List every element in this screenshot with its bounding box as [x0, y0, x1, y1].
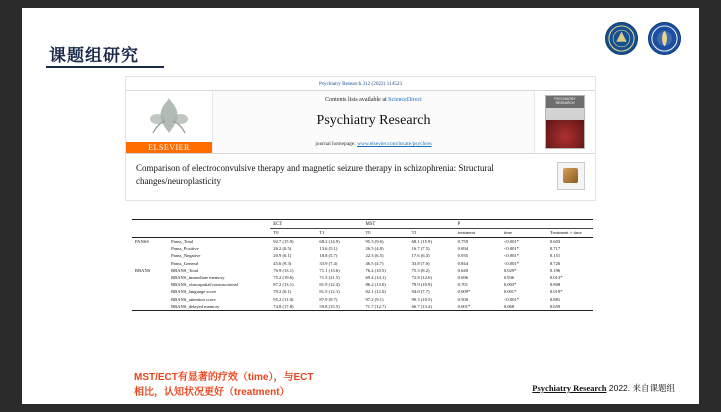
cell-mst-t0: 46.5 (4.7) [365, 260, 384, 266]
cell-p-time: <0.001* [503, 246, 519, 252]
journal-cover [534, 91, 595, 153]
cell-ect-t0: 75.2 (19.6) [273, 275, 294, 281]
cell-ect-t0: 92.7 (15.9) [273, 239, 294, 245]
cell-p-time: 0.068 [503, 303, 515, 309]
paper-citation: Psychiatry Research 312 (2022) 114523 [318, 81, 403, 87]
cell-mst-t1: 66.7 (13.4) [411, 303, 432, 309]
sub-header-p-time: time [501, 229, 547, 238]
page-title: 课题组研究 [49, 46, 139, 65]
conclusion-note-line1: MST/ECT有显著的疗效（time），与ECT [134, 372, 314, 383]
contents-prefix: Contents lists available at [325, 97, 387, 103]
cell-ect-t0: 76.9 (13.1) [273, 267, 294, 273]
group-header-mst: MST [362, 220, 454, 229]
cell-mst-t1: 90.3 (10.5) [411, 296, 432, 302]
cell-measure: RBANS_Total [171, 267, 199, 273]
contents-line [213, 97, 534, 103]
cell-p-treatment: 0.701 [457, 282, 469, 288]
cell-p-interaction: 0.726 [549, 260, 561, 266]
group-header-p: P [455, 220, 593, 229]
group-header-blank2 [168, 220, 270, 229]
cell-scale [132, 252, 168, 259]
homepage-link[interactable]: www.elsevier.com/locate/psychres [357, 141, 432, 147]
cell-p-interaction: 0.019* [549, 289, 563, 295]
cell-ect-t1: 13.6 (5.1) [319, 246, 338, 252]
cell-mst-t1: 17.6 (6.3) [411, 253, 430, 259]
cell-ect-t0: 87.2 (13.1) [273, 282, 294, 288]
cell-mst-t1: 33.8 (7.0) [411, 260, 430, 266]
table-row [132, 252, 593, 259]
cell-mst-t1: 68.1 (15.9) [411, 239, 432, 245]
seal-graphic-2 [651, 24, 678, 53]
journal-banner [126, 90, 595, 154]
sub-header-blank2 [168, 229, 270, 238]
cell-p-treatment: 0.694 [457, 246, 469, 252]
cell-ect-t1: 71.1 (13.6) [319, 267, 340, 273]
cell-ect-t1: 68.2 (14.9) [319, 239, 340, 245]
sub-header-ect-t1: T1 [316, 229, 362, 238]
cell-p-interaction: 0.603 [549, 239, 561, 245]
cell-p-treatment: 0.001* [457, 303, 471, 309]
publisher-label: ELSEVIER [126, 142, 212, 153]
cell-ect-t0: 26.2 (6.5) [273, 246, 292, 252]
cell-ect-t1: 81.5 (12.1) [319, 289, 340, 295]
cell-mst-t0: 76.2 (10.5) [365, 267, 386, 273]
cell-ect-t0: 20.9 (6.1) [273, 253, 292, 259]
cell-p-treatment: 0.696 [457, 275, 469, 281]
cell-mst-t1: 72.8 (12.6) [411, 275, 432, 281]
elsevier-tree-icon [143, 95, 195, 135]
cell-measure: RBANS_visuospatial/constructional [171, 282, 238, 288]
cell-p-treatment: 0.009* [457, 289, 471, 295]
table-row [132, 274, 593, 281]
cell-ect-t0: 79.2 (6.1) [273, 289, 292, 295]
sub-header-mst-t0: T0 [362, 229, 408, 238]
cell-measure: RBANS_attention score [171, 296, 216, 302]
table-sub-header-row [132, 229, 593, 238]
cover-artwork [546, 120, 584, 148]
table-row [132, 303, 593, 310]
cell-ect-t1: 71.5 (21.5) [319, 275, 340, 281]
cell-scale [132, 281, 168, 288]
cell-p-time: 0.029* [503, 267, 517, 273]
group-header-ect: ECT [270, 220, 362, 229]
cell-p-interaction: 0.717 [549, 246, 561, 252]
cell-ect-t1: 81.9 (12.4) [319, 282, 340, 288]
cell-scale [132, 288, 168, 295]
cell-ect-t0: 95.2 (11.0) [273, 296, 294, 302]
cell-mst-t0: 71.7 (12.7) [365, 303, 386, 309]
slide [22, 8, 699, 404]
cell-mst-t1: 75.3 (8.2) [411, 267, 430, 273]
cell-scale [132, 260, 168, 267]
cell-mst-t1: 94.0 (7.7) [411, 289, 430, 295]
sciencedirect-link[interactable]: ScienceDirect [388, 97, 422, 103]
cell-measure: RBANS_immediate memory [171, 275, 225, 281]
paper-title-area [126, 154, 595, 200]
cell-p-time: 0.003* [503, 282, 517, 288]
cover-caption: PSYCHIATRY RESEARCH [546, 96, 584, 108]
cell-mst-t0: 82.1 (12.0) [365, 289, 386, 295]
cell-p-time: <0.001* [503, 296, 519, 302]
source-citation [532, 382, 675, 394]
title-underline [46, 66, 164, 68]
cover-thumbnail [545, 95, 585, 149]
conclusion-note-line2: 相比，认知状况更好（treatment） [134, 387, 290, 398]
cell-mst-t1: 79.9 (10.9) [411, 282, 432, 288]
table-row [132, 245, 593, 252]
cell-mst-t0: 97.2 (9.1) [365, 296, 384, 302]
sub-header-p-treatment: treatment [455, 229, 501, 238]
cell-ect-t0: 45.6 (9.3) [273, 260, 292, 266]
cell-scale [132, 296, 168, 303]
table-row [132, 260, 593, 267]
cell-scale: PANSS [135, 239, 149, 245]
results-table-container [132, 219, 593, 311]
hospital-seal-icon [648, 22, 681, 55]
crossmark-icon [557, 162, 585, 190]
cell-p-treatment: 0.640 [457, 267, 469, 273]
table-row [132, 281, 593, 288]
cell-p-time: <0.001* [503, 260, 519, 266]
sub-header-mst-t1: T1 [409, 229, 455, 238]
cell-p-time: <0.001* [503, 239, 519, 245]
cell-ect-t1: 33.9 (7.4) [319, 260, 338, 266]
cell-measure: Panss_Positive [171, 246, 199, 252]
homepage-prefix: journal homepage: [315, 141, 356, 147]
cell-measure: Panss_General [171, 260, 199, 266]
cell-mst-t0: 95.3 (9.6) [365, 239, 384, 245]
cell-p-treatment: 0.844 [457, 260, 469, 266]
cell-p-interaction: 0.196 [549, 267, 561, 273]
sub-header-ect-t0: T0 [270, 229, 316, 238]
sub-header-p-interaction: Treatment × time [547, 229, 593, 238]
cell-p-treatment: 0.935 [457, 253, 469, 259]
cell-measure: Panss_Negative [171, 253, 201, 259]
cell-p-time: <0.001* [503, 253, 519, 259]
cell-measure: Panss_Total [171, 239, 194, 245]
cell-scale [132, 303, 168, 310]
seal-graphic [608, 24, 635, 53]
cell-p-interaction: 0.151 [549, 253, 561, 259]
cell-scale [132, 245, 168, 252]
table-row [132, 238, 593, 246]
cell-mst-t0: 86.2 (13.0) [365, 282, 386, 288]
cell-mst-t0: 26.5 (4.8) [365, 246, 384, 252]
cell-p-treatment: 0.500 [457, 296, 469, 302]
cell-ect-t0: 74.8 (17.8) [273, 303, 294, 309]
cell-ect-t1: 18.8 (5.7) [319, 253, 338, 259]
cell-scale [132, 274, 168, 281]
cell-mst-t0: 69.4 (14.1) [365, 275, 386, 281]
cell-p-time: 0.936 [503, 275, 515, 281]
paper-header-block [125, 76, 596, 201]
university-seal-icon [605, 22, 638, 55]
table-row [132, 296, 593, 303]
cell-p-interaction: 0.881 [549, 296, 561, 302]
publisher-block [126, 91, 213, 153]
table-group-header-row [132, 220, 593, 229]
results-table [132, 220, 593, 310]
table-body [132, 238, 593, 310]
cell-p-interaction: 0.659 [549, 303, 561, 309]
logo-group [605, 22, 681, 55]
conclusion-note [134, 370, 434, 400]
cell-ect-t1: 59.8 (15.5) [319, 303, 340, 309]
cell-mst-t0: 22.3 (6.5) [365, 253, 384, 259]
cell-p-interaction: 0.013* [549, 275, 563, 281]
table-row [132, 267, 593, 274]
cell-measure: RBANS_language score [171, 289, 217, 295]
journal-name: Psychiatry Research [316, 113, 431, 128]
homepage-line [213, 141, 534, 147]
cell-p-interaction: 0.808 [549, 282, 561, 288]
cell-measure: RBANS_delayed memory [171, 303, 220, 309]
paper-title: Comparison of electroconvulsive therapy and magnetic seizure therapy in schizophrenia: Structural changes/neuroplasticity [136, 163, 494, 187]
source-journal: Psychiatry Research [532, 383, 607, 393]
cell-p-time: 0.001* [503, 289, 517, 295]
source-rest: 2022. 来自课题组 [606, 383, 675, 393]
sub-header-blank1 [132, 229, 168, 238]
cell-scale: RBANS [135, 267, 151, 273]
cell-p-treatment: 0.759 [457, 239, 469, 245]
journal-center [213, 91, 534, 153]
table-row [132, 288, 593, 295]
cell-ect-t1: 87.9 (9.7) [319, 296, 338, 302]
cell-mst-t1: 16.7 (7.5) [411, 246, 430, 252]
group-header-blank1 [132, 220, 168, 229]
